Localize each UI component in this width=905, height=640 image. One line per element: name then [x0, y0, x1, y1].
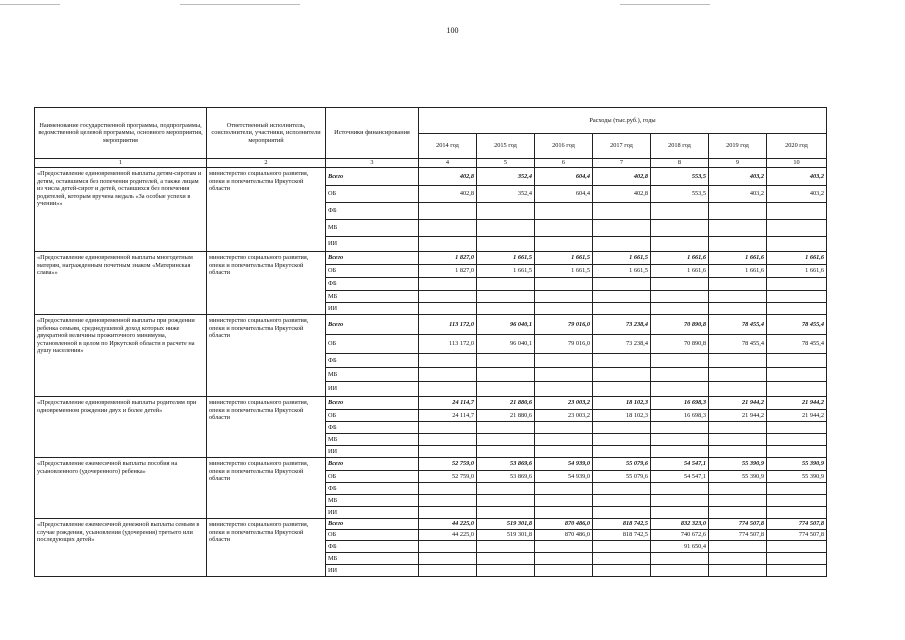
funding-source: ОБ	[326, 471, 419, 483]
measure-executor: министерство социального развития, опеки и попечительства Иркутской области	[207, 252, 326, 315]
expense-value	[419, 354, 477, 368]
column-number: 4	[419, 159, 477, 168]
expense-value	[419, 483, 477, 495]
expense-value	[709, 495, 767, 507]
expense-value: 774 507,8	[709, 519, 767, 530]
expense-value: 1 661,6	[651, 252, 709, 265]
expense-value: 403,2	[767, 186, 827, 203]
expense-value	[477, 354, 535, 368]
expense-value	[767, 220, 827, 237]
expense-value: 70 890,8	[651, 315, 709, 335]
expense-value	[651, 483, 709, 495]
funding-source: ИИ	[326, 565, 419, 577]
expense-value	[593, 220, 651, 237]
expense-value	[419, 565, 477, 577]
expense-value	[651, 495, 709, 507]
expense-value: 818 742,5	[593, 530, 651, 541]
expense-value: 1 827,0	[419, 252, 477, 265]
expense-value: 96 040,1	[477, 335, 535, 354]
measure-executor: министерство социального развития, опеки и попечительства Иркутской области	[207, 458, 326, 519]
expense-value	[593, 483, 651, 495]
expense-value: 79 016,0	[535, 315, 593, 335]
expense-value	[477, 203, 535, 220]
expense-value	[651, 434, 709, 446]
expense-value: 18 102,3	[593, 397, 651, 410]
expense-value: 403,2	[767, 168, 827, 186]
expense-value	[535, 237, 593, 252]
expense-value: 1 661,5	[593, 252, 651, 265]
measure-executor: министерство социального развития, опеки и попечительства Иркутской области	[207, 397, 326, 458]
expense-value: 352,4	[477, 168, 535, 186]
expense-value	[709, 220, 767, 237]
expense-value	[593, 565, 651, 577]
expense-value: 23 003,2	[535, 410, 593, 422]
expense-value	[477, 541, 535, 553]
expense-value	[709, 483, 767, 495]
expense-value: 55 390,9	[709, 471, 767, 483]
expense-value	[709, 382, 767, 397]
expense-value	[767, 507, 827, 519]
expense-value	[767, 354, 827, 368]
expense-value: 774 507,8	[767, 519, 827, 530]
expense-value: 55 390,9	[767, 471, 827, 483]
expense-value	[477, 446, 535, 458]
funding-source: ФБ	[326, 422, 419, 434]
expense-value: 21 880,6	[477, 410, 535, 422]
expense-value: 91 650,4	[651, 541, 709, 553]
header-year: 2020 год	[767, 134, 827, 159]
funding-source: МБ	[326, 495, 419, 507]
expense-value	[477, 303, 535, 315]
expense-value	[651, 382, 709, 397]
expense-value	[767, 278, 827, 291]
expense-value: 78 455,4	[767, 335, 827, 354]
funding-source: ФБ	[326, 278, 419, 291]
expense-value	[419, 541, 477, 553]
expense-value: 23 003,2	[535, 397, 593, 410]
expense-value	[593, 278, 651, 291]
measure-name: «Предоставление единовременной выплаты многодетным матерям, награжденным почетным знаком «Материнская слава»»	[35, 252, 207, 315]
expense-value	[419, 368, 477, 382]
expense-value	[535, 483, 593, 495]
expense-value: 55 079,6	[593, 471, 651, 483]
expense-value	[419, 203, 477, 220]
expense-value: 1 661,5	[593, 265, 651, 278]
table-row	[35, 315, 827, 335]
expense-value	[767, 382, 827, 397]
expense-value: 1 661,6	[767, 265, 827, 278]
expense-value	[651, 553, 709, 565]
expense-value	[651, 507, 709, 519]
expense-value: 402,8	[419, 168, 477, 186]
expense-value: 21 880,6	[477, 397, 535, 410]
expense-value: 55 079,6	[593, 458, 651, 471]
column-number: 7	[593, 159, 651, 168]
measure-executor: министерство социального развития, опеки и попечительства Иркутской области	[207, 519, 326, 577]
expense-value	[535, 507, 593, 519]
expense-value: 1 661,5	[535, 265, 593, 278]
expense-value	[477, 507, 535, 519]
expense-value	[709, 303, 767, 315]
table-row	[35, 252, 827, 265]
expense-value	[593, 368, 651, 382]
expense-value: 44 225,0	[419, 530, 477, 541]
expense-value	[419, 220, 477, 237]
expense-value: 21 944,2	[709, 397, 767, 410]
expense-value: 54 939,0	[535, 471, 593, 483]
funding-source: МБ	[326, 368, 419, 382]
column-number: 9	[709, 159, 767, 168]
expense-value: 21 944,2	[767, 397, 827, 410]
expense-value: 53 869,6	[477, 471, 535, 483]
funding-source: МБ	[326, 553, 419, 565]
column-number: 8	[651, 159, 709, 168]
expense-value: 54 547,1	[651, 458, 709, 471]
expense-value: 402,8	[419, 186, 477, 203]
expense-value	[767, 368, 827, 382]
expense-value	[477, 278, 535, 291]
expense-value	[593, 354, 651, 368]
funding-source: ОБ	[326, 265, 419, 278]
expense-value	[709, 278, 767, 291]
expense-value: 55 390,9	[709, 458, 767, 471]
top-edge-mark	[0, 4, 60, 5]
expense-value	[593, 434, 651, 446]
table-row	[35, 168, 827, 186]
expense-value	[593, 382, 651, 397]
expense-value	[535, 541, 593, 553]
expense-value	[593, 303, 651, 315]
expenses-table	[34, 107, 827, 577]
expense-value: 774 507,8	[767, 530, 827, 541]
expense-value	[535, 354, 593, 368]
expense-value	[709, 354, 767, 368]
expense-value	[767, 434, 827, 446]
table-row	[35, 458, 827, 471]
expense-value	[651, 422, 709, 434]
measure-executor: министерство социального развития, опеки и попечительства Иркутской области	[207, 315, 326, 397]
expense-value	[419, 291, 477, 303]
expense-value: 818 742,5	[593, 519, 651, 530]
expense-value	[709, 541, 767, 553]
funding-source: ОБ	[326, 186, 419, 203]
column-number: 10	[767, 159, 827, 168]
expense-value	[477, 553, 535, 565]
header-year: 2017 год	[593, 134, 651, 159]
expense-value	[593, 291, 651, 303]
expense-value	[767, 422, 827, 434]
funding-source: МБ	[326, 291, 419, 303]
expense-value: 870 486,0	[535, 519, 593, 530]
funding-source: ФБ	[326, 354, 419, 368]
expense-value: 21 944,2	[767, 410, 827, 422]
expense-value	[477, 237, 535, 252]
funding-source: ИИ	[326, 446, 419, 458]
measure-name: «Предоставление ежемесячной выплаты пособия на усыновленного (удочеренного) ребенка»	[35, 458, 207, 519]
header-year: 2015 год	[477, 134, 535, 159]
expense-value	[419, 507, 477, 519]
expense-value	[593, 495, 651, 507]
expense-value: 96 040,1	[477, 315, 535, 335]
table-row	[35, 397, 827, 410]
expense-value	[593, 446, 651, 458]
expense-value	[593, 507, 651, 519]
expense-value	[709, 203, 767, 220]
expense-value	[651, 446, 709, 458]
expense-value	[535, 495, 593, 507]
header-year: 2019 год	[709, 134, 767, 159]
expense-value: 73 238,4	[593, 315, 651, 335]
expense-value: 54 939,0	[535, 458, 593, 471]
expense-value: 870 486,0	[535, 530, 593, 541]
expense-value: 54 547,1	[651, 471, 709, 483]
expense-value	[709, 237, 767, 252]
expense-value: 519 301,8	[477, 530, 535, 541]
expense-value: 16 698,3	[651, 410, 709, 422]
expense-value: 21 944,2	[709, 410, 767, 422]
expense-value	[767, 495, 827, 507]
expense-value: 113 172,0	[419, 315, 477, 335]
funding-source: ИИ	[326, 507, 419, 519]
funding-source: Всего	[326, 168, 419, 186]
funding-source: МБ	[326, 220, 419, 237]
expense-value: 73 238,4	[593, 335, 651, 354]
column-number: 5	[477, 159, 535, 168]
funding-source: ФБ	[326, 203, 419, 220]
expense-value	[651, 354, 709, 368]
expense-value: 553,5	[651, 186, 709, 203]
expense-value	[477, 565, 535, 577]
expense-value: 70 890,8	[651, 335, 709, 354]
expense-value: 402,8	[593, 186, 651, 203]
expense-value	[709, 368, 767, 382]
expense-value	[419, 422, 477, 434]
header-name: Наименование государственной программы, подпрограммы, ведомственной целевой программы, основного мероприятия, мероприятия	[35, 108, 207, 159]
expense-value	[477, 434, 535, 446]
funding-source: ИИ	[326, 237, 419, 252]
funding-source: ОБ	[326, 410, 419, 422]
expense-value: 52 759,0	[419, 471, 477, 483]
expense-value: 79 016,0	[535, 335, 593, 354]
expense-value	[419, 495, 477, 507]
expense-value	[535, 291, 593, 303]
expense-value: 24 114,7	[419, 410, 477, 422]
expense-value	[767, 237, 827, 252]
expense-value: 78 455,4	[767, 315, 827, 335]
expense-value	[477, 368, 535, 382]
expense-value	[535, 203, 593, 220]
header-executor: Ответственный исполнитель, соисполнители, участники, исполнители мероприятий	[207, 108, 326, 159]
expense-value: 78 455,4	[709, 335, 767, 354]
page-number: 100	[446, 26, 459, 35]
expense-value	[767, 203, 827, 220]
expense-value	[651, 203, 709, 220]
expense-value	[535, 446, 593, 458]
expense-value	[593, 237, 651, 252]
expense-value: 403,2	[709, 186, 767, 203]
header-expenses: Расходы (тыс.руб.), годы	[419, 108, 827, 134]
expense-value: 519 301,8	[477, 519, 535, 530]
expense-value: 53 869,6	[477, 458, 535, 471]
expense-value	[709, 507, 767, 519]
expense-value: 113 172,0	[419, 335, 477, 354]
expense-value	[767, 303, 827, 315]
expense-value: 16 698,3	[651, 397, 709, 410]
expense-value	[651, 368, 709, 382]
column-number: 3	[326, 159, 419, 168]
expense-value: 24 114,7	[419, 397, 477, 410]
expense-value	[419, 446, 477, 458]
expense-value: 832 323,0	[651, 519, 709, 530]
expense-value: 1 661,6	[651, 265, 709, 278]
expense-value: 1 661,5	[535, 252, 593, 265]
expense-value	[419, 237, 477, 252]
expense-value	[709, 434, 767, 446]
expense-value: 402,8	[593, 168, 651, 186]
expense-value	[651, 291, 709, 303]
funding-source: Всего	[326, 397, 419, 410]
expense-value	[651, 237, 709, 252]
expense-value	[593, 422, 651, 434]
expense-value	[419, 278, 477, 291]
expense-value: 604,4	[535, 186, 593, 203]
measure-name: «Предоставление ежемесячной денежной выплаты семьям в случае рождения, усыновления (удочерения) третьего или последующих детей»	[35, 519, 207, 577]
expense-value	[535, 220, 593, 237]
expense-value	[535, 434, 593, 446]
expense-value	[535, 553, 593, 565]
expense-value	[767, 291, 827, 303]
expense-value: 352,4	[477, 186, 535, 203]
expense-value: 18 102,3	[593, 410, 651, 422]
expense-value	[651, 565, 709, 577]
measure-name: «Предоставление единовременной выплаты родителям при одновременном рождении двух и более детей»	[35, 397, 207, 458]
expense-value: 78 455,4	[709, 315, 767, 335]
expense-value: 1 661,6	[709, 252, 767, 265]
header-year: 2014 год	[419, 134, 477, 159]
expense-value	[419, 303, 477, 315]
funding-source: Всего	[326, 519, 419, 530]
expense-value	[535, 368, 593, 382]
expense-value	[709, 422, 767, 434]
funding-source: ОБ	[326, 530, 419, 541]
measure-executor: министерство социального развития, опеки и попечительства Иркутской области	[207, 168, 326, 252]
expense-value	[477, 483, 535, 495]
funding-source: ФБ	[326, 483, 419, 495]
expense-value	[535, 422, 593, 434]
expense-value	[767, 553, 827, 565]
funding-source: ИИ	[326, 303, 419, 315]
column-number: 6	[535, 159, 593, 168]
expense-value	[419, 553, 477, 565]
expense-value: 604,4	[535, 168, 593, 186]
expense-value	[535, 565, 593, 577]
column-number: 2	[207, 159, 326, 168]
funding-source: ФБ	[326, 541, 419, 553]
expense-value	[709, 446, 767, 458]
expense-value: 774 507,8	[709, 530, 767, 541]
expense-value	[535, 303, 593, 315]
expense-value	[535, 278, 593, 291]
funding-source: Всего	[326, 315, 419, 335]
funding-source: Всего	[326, 458, 419, 471]
column-number: 1	[35, 159, 207, 168]
expense-value	[477, 422, 535, 434]
top-edge-mark	[620, 4, 710, 5]
expense-value: 1 827,0	[419, 265, 477, 278]
expense-value	[593, 203, 651, 220]
expense-value	[477, 495, 535, 507]
expense-value	[709, 553, 767, 565]
expense-value: 1 661,5	[477, 265, 535, 278]
top-edge-mark	[180, 4, 300, 5]
expense-value	[709, 291, 767, 303]
header-year: 2018 год	[651, 134, 709, 159]
expense-value: 44 225,0	[419, 519, 477, 530]
expense-value: 1 661,5	[477, 252, 535, 265]
header-year: 2016 год	[535, 134, 593, 159]
expense-value: 52 759,0	[419, 458, 477, 471]
expense-value: 553,5	[651, 168, 709, 186]
expense-value	[767, 483, 827, 495]
expense-value	[593, 553, 651, 565]
expense-value	[651, 303, 709, 315]
funding-source: ОБ	[326, 335, 419, 354]
expense-value: 1 661,6	[767, 252, 827, 265]
funding-source: Всего	[326, 252, 419, 265]
expense-value	[709, 565, 767, 577]
expense-value	[767, 565, 827, 577]
funding-source: МБ	[326, 434, 419, 446]
measure-name: «Предоставление единовременной выплаты при рождении ребенка семьям, среднедушевой доход которых ниже двукратной величины прожиточного минимума, установленной в целом по Иркутской области в расчете на душу населения»	[35, 315, 207, 397]
expense-value	[651, 278, 709, 291]
expense-value	[593, 541, 651, 553]
expense-value	[767, 541, 827, 553]
funding-source: ИИ	[326, 382, 419, 397]
expense-value	[477, 291, 535, 303]
expense-value	[477, 382, 535, 397]
expense-value: 1 661,6	[709, 265, 767, 278]
expense-value	[651, 220, 709, 237]
expense-value	[535, 382, 593, 397]
expense-value	[477, 220, 535, 237]
expense-value: 740 672,6	[651, 530, 709, 541]
header-source: Источники финансирования	[326, 108, 419, 159]
measure-name: «Предоставление единовременной выплаты детям-сиротам и детям, оставшимся без попечения родителей, а также лицам из числа детей-сирот и детей, оставшихся без попечения родителей, которым вручена медаль «За особые успехи в учении»»	[35, 168, 207, 252]
expense-value	[419, 434, 477, 446]
table-row	[35, 519, 827, 530]
expense-value: 55 390,9	[767, 458, 827, 471]
expense-value	[767, 446, 827, 458]
expense-value: 403,2	[709, 168, 767, 186]
expense-value	[419, 382, 477, 397]
